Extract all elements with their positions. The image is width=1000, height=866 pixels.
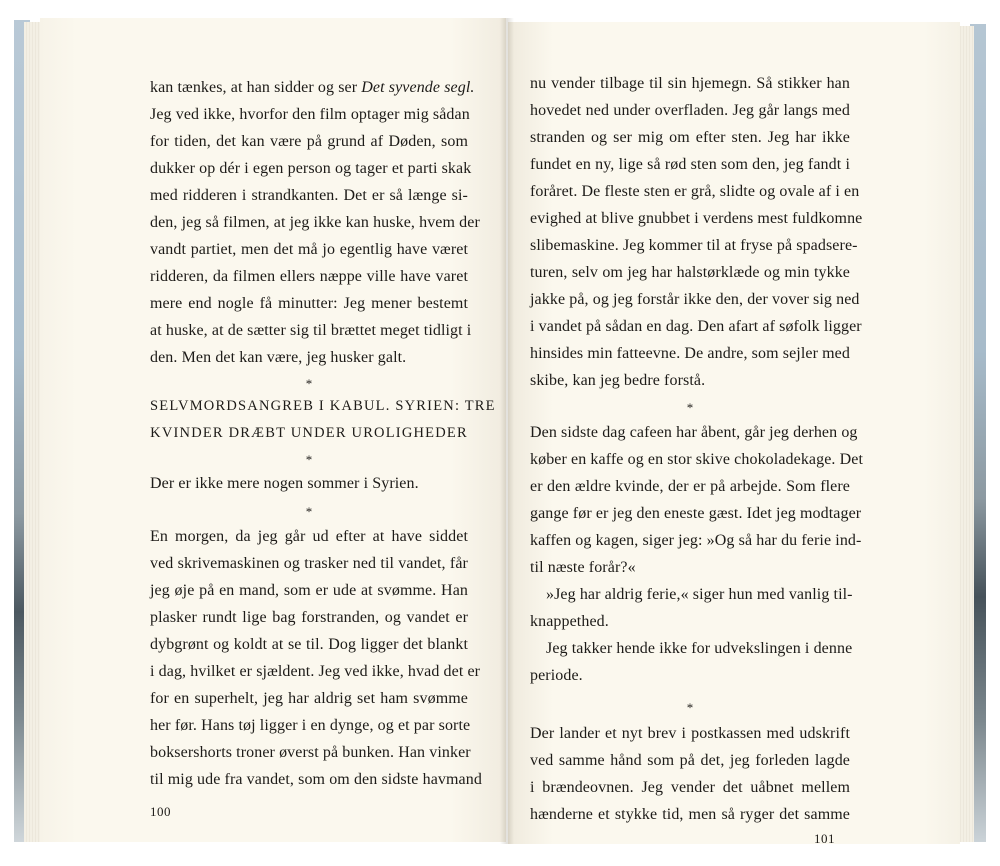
text-line: jakke på, og jeg forstår ikke den, der vover sig ned xyxy=(530,291,860,308)
text-line: i dag, hvilket er sjældent. Jeg ved ikke, hvad det er xyxy=(150,663,481,680)
text-line: at huske, at de sætter sig til brættet meget tidligt i xyxy=(150,322,472,339)
text-line: fundet en ny, lige så rød sten som den, jeg fandt i xyxy=(530,156,850,173)
text-line: den, jeg så filmen, at jeg ikke kan huske, hvem der xyxy=(150,214,480,231)
text-line: i vandet på sådan en dag. Den afart af søfolk ligger xyxy=(530,318,862,335)
text-line: hovedet ned under overfladen. Jeg går langs med xyxy=(530,102,850,119)
text-line: her før. Hans tøj ligger i en dynge, og et par sorte xyxy=(150,717,471,734)
text-line: til mig ude fra vandet, som om den sidste havmand xyxy=(150,771,482,788)
text-line: foråret. De fleste sten er grå, slidte og ovale af i en xyxy=(530,183,860,200)
text-line: jeg øje på en mand, som er ude at svømme. Han xyxy=(150,582,468,599)
text-line: for tiden, det kan være på grund af Døden, som xyxy=(150,133,468,150)
book-gutter xyxy=(500,18,514,844)
section-separator: * xyxy=(686,400,694,415)
text-line: turen, selv om jeg har halstørklæde og min tykke xyxy=(530,264,850,281)
text-line: dybgrønt og koldt at se til. Dog ligger det blankt xyxy=(150,636,468,653)
text-line: i brændeovnen. Jeg vender det uåbnet mellem xyxy=(530,779,850,796)
text-line: for en superhelt, jeg har aldrig set ham svømme xyxy=(150,690,468,707)
text-line: Jeg ved ikke, hvorfor den film optager mig sådan xyxy=(150,106,470,123)
text-line: ved samme hånd som på det, jeg forleden lagde xyxy=(530,752,850,769)
text-line: skibe, kan jeg bedre forstå. xyxy=(530,372,706,389)
text-line: hinsides min fatteevne. De andre, som sejler med xyxy=(530,345,850,362)
text-line: boksershorts troner øverst på bunken. Han vinker xyxy=(150,744,471,761)
text-line: ved skrivemaskinen og trasker ned til vandet, får xyxy=(150,555,468,572)
text-line: periode. xyxy=(530,667,583,684)
page-number-left: 100 xyxy=(150,804,171,819)
page-number-right: 101 xyxy=(814,831,835,846)
text-line: nu vender tilbage til sin hjemegn. Så stikker han xyxy=(530,75,850,92)
text-line: køber en kaffe og en stor skive chokoladekage. Det xyxy=(530,451,864,468)
text-line: Jeg takker hende ikke for udvekslingen i denne xyxy=(546,640,853,657)
text-line: Der er ikke mere nogen sommer i Syrien. xyxy=(150,475,419,492)
film-title: Det syvende segl. xyxy=(361,79,475,96)
text-line: vandt partiet, men det må jo egentlig have været xyxy=(150,241,468,258)
text-line: stranden og ser mig om efter sten. Jeg har ikke xyxy=(530,129,850,146)
text-line: dukker op dér i egen person og tager et parti skak xyxy=(150,160,472,177)
text-line: til næste forår?« xyxy=(530,559,636,576)
text-line: slibemaskine. Jeg kommer til at fryse på spadsere- xyxy=(530,237,858,254)
text-line: plasker rundt lige bag forstranden, og vandet er xyxy=(150,609,468,626)
section-separator: * xyxy=(305,376,313,391)
text-line: er den ældre kvinde, der er på arbejde. Som flere xyxy=(530,478,850,495)
text-line: kaffen og kagen, siger jeg: »Og så har du ferie ind- xyxy=(530,532,862,549)
text-line: kan tænkes, at han sidder og ser Det syvende segl. xyxy=(150,79,475,96)
text-line: En morgen, da jeg går ud efter at have siddet xyxy=(150,528,468,545)
text-line: evighed at blive gnubbet i verdens mest fuldkomne xyxy=(530,210,863,227)
text-line: hænderne et stykke tid, men så ryger det samme xyxy=(530,806,850,823)
page-stack-right xyxy=(958,26,974,842)
text-line: gange før er jeg den eneste gæst. Idet jeg modtager xyxy=(530,505,862,522)
text-line: Den sidste dag cafeen har åbent, går jeg derhen og xyxy=(530,424,858,441)
text-line: »Jeg har aldrig ferie,« siger hun med vanlig til- xyxy=(546,586,853,603)
section-separator: * xyxy=(305,452,313,467)
section-separator: * xyxy=(305,504,313,519)
headline-line: KVINDER DRÆBT UNDER UROLIGHEDER xyxy=(150,425,468,441)
text-line: ridderen, da filmen ellers næppe ville have varet xyxy=(150,268,468,285)
text-line: knappethed. xyxy=(530,613,609,630)
section-separator: * xyxy=(686,700,694,715)
text-line: den. Men det kan være, jeg husker galt. xyxy=(150,349,407,366)
text-line: Der lander et nyt brev i postkassen med udskrift xyxy=(530,725,850,742)
text-line: mere end nogle få minutter: Jeg mener bestemt xyxy=(150,295,468,312)
headline-line: SELVMORDSANGREB I KABUL. SYRIEN: TRE xyxy=(150,398,496,414)
text-line: med ridderen i strandkanten. Det er så længe si- xyxy=(150,187,468,204)
